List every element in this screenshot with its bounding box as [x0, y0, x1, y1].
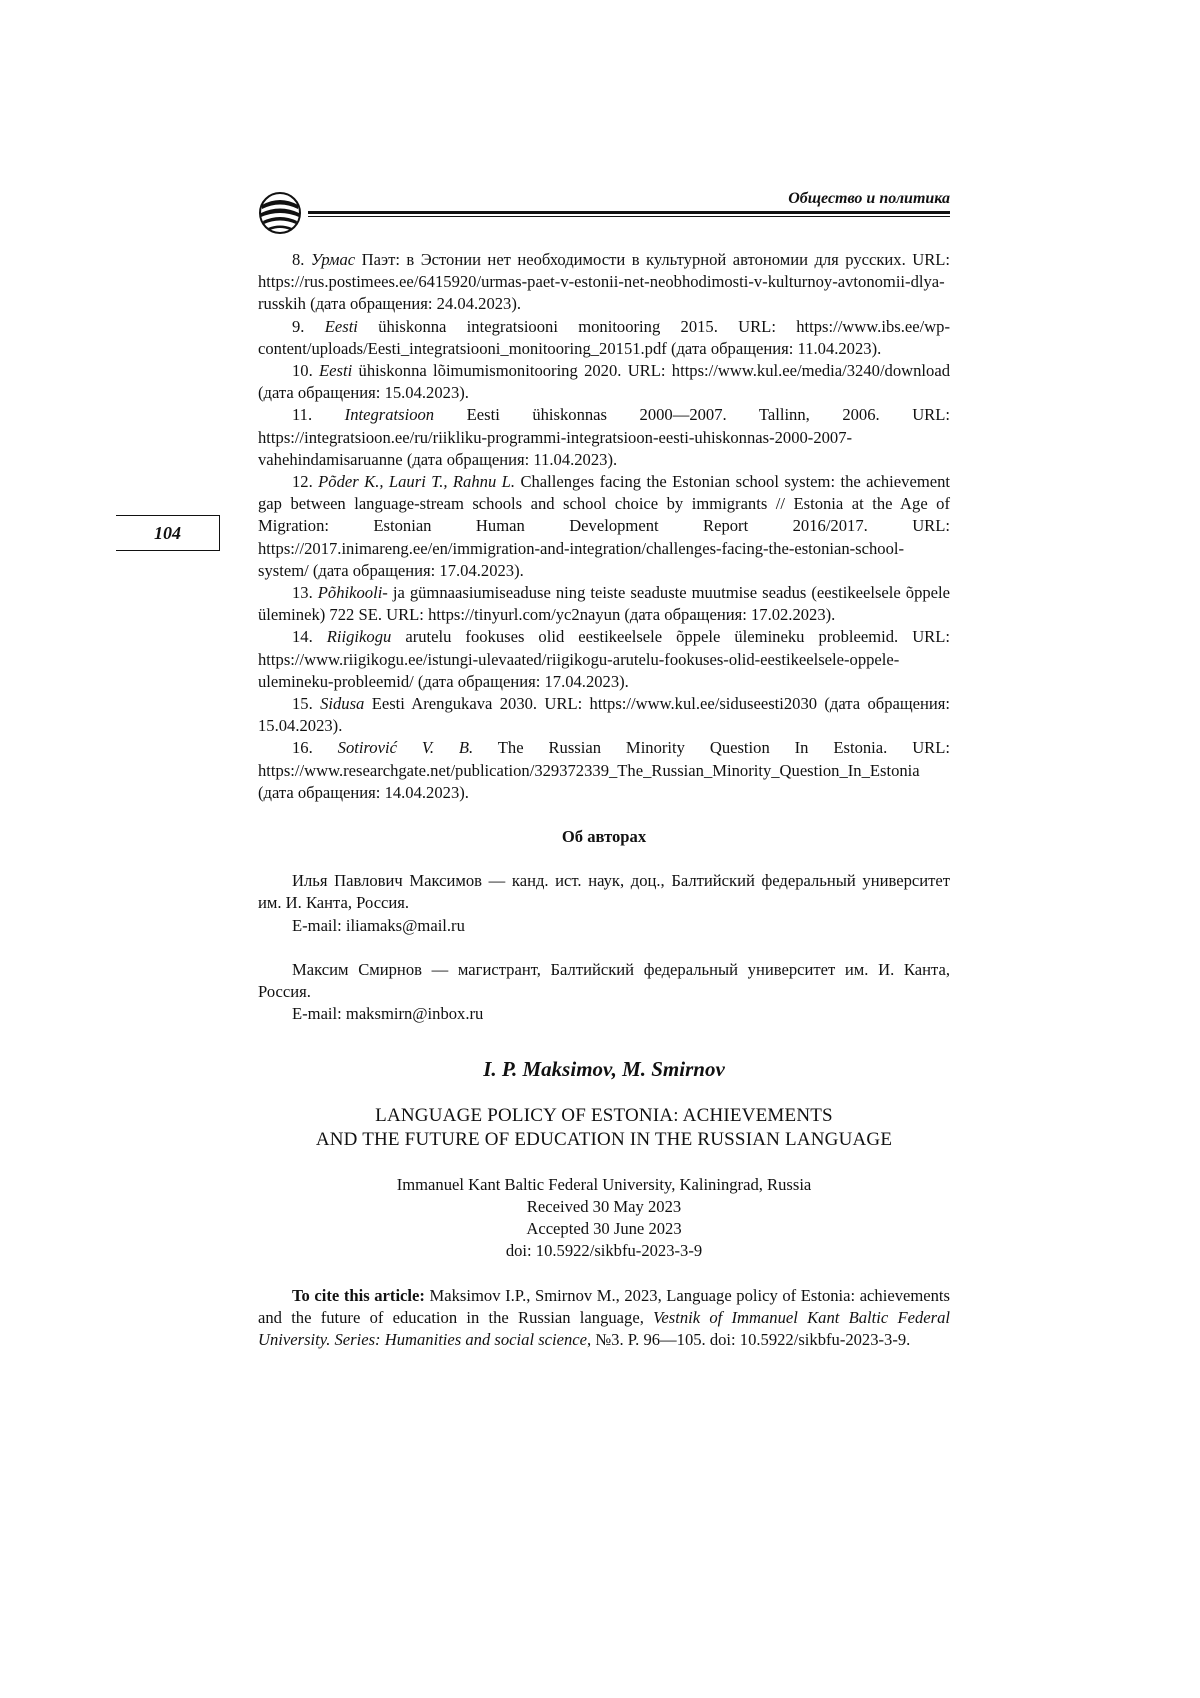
reference-author: Eesti	[319, 361, 353, 381]
reference-author: Integratsioon	[344, 405, 435, 425]
reference-list	[258, 249, 950, 804]
affiliation: Immanuel Kant Baltic Federal University, Kaliningrad, Russia	[396, 1174, 812, 1194]
author-bio: Максим Смирнов — магистрант, Балтийский федеральный университет им. И. Канта, Россия.	[258, 959, 950, 1002]
reference-number: 8.	[292, 250, 305, 269]
received-date: Received 30 May 2023	[526, 1196, 682, 1216]
citation-label: To cite this article:	[292, 1285, 425, 1305]
reference-text: Challenges facing the Estonian school system: the achievement gap between language-stream schools and school choice by immigrants // Estonia at the Age of Migration: Estonian Human Development Report 2016/2017. URL: https://2017.inimareng.ee/en/immigration-and-integration/challenges-facing-the-estonian-school-system/ (дата обращения: 17.04.2023).	[258, 472, 950, 580]
reference-item	[258, 249, 950, 316]
reference-author: Sotirović V. B.	[337, 738, 474, 758]
author-bio: Илья Павлович Максимов — канд. ист. наук, доц., Балтийский федеральный университет им. И. Канта, Россия.	[258, 871, 950, 913]
reference-item	[258, 693, 950, 737]
reference-item	[258, 316, 950, 360]
author-entry	[258, 870, 950, 937]
reference-author: Урмас	[310, 250, 356, 269]
reference-text: Eesti Arengukava 2030. URL: https://www.kul.ee/siduseesti2030 (дата обращения: 15.04.2023).	[258, 694, 950, 736]
reference-number: 11.	[292, 405, 313, 425]
reference-text: ühiskonna integratsiooni monitooring 2015. URL: https://www.ibs.ee/wp-content/uploads/Eesti_integratsiooni_monitooring_20151.pdf (дата обращения: 11.04.2023).	[258, 316, 950, 358]
citation-text: Maksimov I.P., Smirnov M., 2023, Language policy of Estonia: achievements and the future of education in the Russian language,	[258, 1285, 950, 1327]
reference-item	[258, 737, 950, 804]
reference-number: 15.	[292, 694, 313, 714]
page-content	[258, 249, 950, 1351]
reference-text: The Russian Minority Question In Estonia. URL: https://www.researchgate.net/publication/329372339_The_Russian_Minority_Question_In_Estonia (дата обращения: 14.04.2023).	[258, 738, 950, 802]
reference-item	[258, 360, 950, 404]
citation	[258, 1285, 950, 1352]
reference-item	[258, 626, 950, 693]
header-rule	[308, 211, 950, 214]
reference-author: Riigikogu	[326, 627, 392, 647]
wave-globe-logo-icon	[258, 191, 302, 235]
reference-number: 12.	[292, 472, 313, 492]
authors-heading: Об авторах	[561, 827, 647, 847]
citation-tail: , №3. P. 96—105. doi: 10.5922/sikbfu-2023-3-9.	[587, 1329, 911, 1349]
page-number: 104	[116, 515, 220, 551]
reference-author: Eesti	[324, 316, 358, 336]
author-entry	[258, 959, 950, 1026]
reference-number: 9.	[292, 316, 305, 336]
english-title-line: AND THE FUTURE OF EDUCATION IN THE RUSSIAN LANGUAGE	[315, 1128, 893, 1150]
section-title: Общество и политика	[788, 190, 950, 207]
reference-number: 10.	[292, 361, 313, 381]
accepted-date: Accepted 30 June 2023	[526, 1219, 682, 1239]
reference-item	[258, 471, 950, 582]
reference-author: Sidusa	[320, 694, 365, 714]
reference-author: Põhikooli-	[317, 583, 388, 603]
reference-text: Eesti ühiskonnas 2000—2007. Tallinn, 2006. URL: https://integratsioon.ee/ru/riikliku-programmi-integratsioon-eesti-uhiskonnas-2000-2007-vahehindamisaruanne (дата обращения: 11.04.2023).	[258, 405, 950, 469]
reference-item	[258, 404, 950, 471]
article-meta	[258, 1174, 950, 1263]
author-email: E-mail: iliamaks@mail.ru	[292, 915, 465, 935]
reference-number: 14.	[292, 627, 313, 647]
reference-number: 13.	[292, 583, 313, 603]
reference-text: ja gümnaasiumiseaduse ning teiste seaduste muutmise seadus (eestikeelsele õppele üleminek) 722 SE. URL: https://tinyurl.com/yc2nayun (дата обращения: 17.02.2023).	[258, 583, 950, 625]
doi: doi: 10.5922/sikbfu-2023-3-9	[505, 1241, 703, 1261]
reference-author: Põder K., Lauri T., Rahnu L.	[318, 472, 516, 492]
reference-text: Паэт: в Эстонии нет необходимости в культурной автономии для русских. URL: https://rus.postimees.ee/6415920/urmas-paet-v-estonii-net-neobhodimosti-v-kulturnoy-avtonomii-dlya-russkih (дата обращения: 24.04.2023).	[258, 250, 951, 314]
reference-text: arutelu fookuses olid eestikeelsele õppele ülemineku probleemid. URL: https://www.riigikogu.ee/istungi-ulevaated/riigikogu-arutelu-fookuses-olid-eestikeelsele-oppele-ulemineku-probleemid/ (дата обращения: 17.04.2023).	[258, 627, 950, 691]
reference-number: 16.	[292, 738, 313, 758]
citation-journal: Vestnik of Immanuel Kant Baltic Federal University. Series: Humanities and social science	[258, 1307, 950, 1349]
english-title	[258, 1104, 950, 1152]
english-title-line: LANGUAGE POLICY OF ESTONIA: ACHIEVEMENTS	[375, 1104, 833, 1126]
english-authors: I. P. Maksimov, M. Smirnov	[483, 1056, 725, 1081]
reference-item	[258, 582, 950, 626]
header-rule-thin	[308, 216, 950, 217]
author-email: E-mail: maksmirn@inbox.ru	[292, 1004, 484, 1024]
reference-text: ühiskonna lõimumismonitooring 2020. URL: https://www.kul.ee/media/3240/download (дата обращения: 15.04.2023).	[258, 361, 950, 403]
